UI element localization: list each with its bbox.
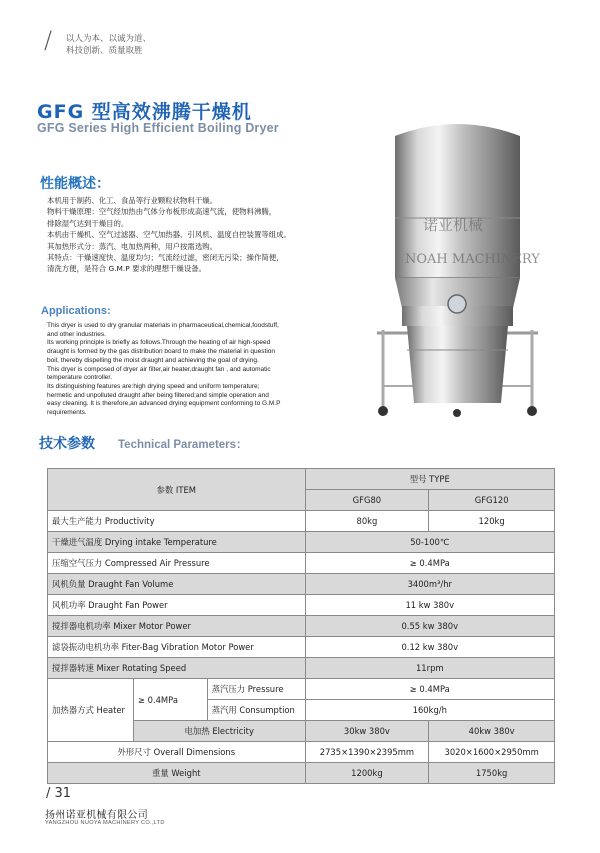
- row-value: 0.55 kw 380v: [305, 616, 554, 637]
- row-value: 30kw 380v: [305, 721, 429, 742]
- row-value: 2735×1390×2395mm: [305, 742, 429, 763]
- row-label: 滤袋振动电机功率 Fiter-Bag Vibration Motor Power: [48, 637, 306, 658]
- row-value: 120kg: [429, 511, 555, 532]
- row-value: ≥ 0.4MPa: [305, 553, 554, 574]
- table-row: [48, 574, 555, 595]
- row-value: 3020×1600×2950mm: [429, 742, 555, 763]
- row-label: 干燥进气温度 Drying intake Temperature: [48, 532, 306, 553]
- slogan-line-2: 科技创新、质量取胜: [66, 46, 143, 56]
- overview-line: 排除湿气达到干燥目的。: [47, 218, 129, 228]
- table-row: [48, 511, 555, 532]
- tech-heading-cn: 技术参数: [39, 436, 95, 452]
- row-value: 80kg: [305, 511, 429, 532]
- applications-line: hermetic and unpolluted draught after being filtered;and simple operation and: [47, 391, 269, 399]
- overview-line: 其加热形式分：蒸汽、电加热两种，用户按需选购。: [47, 241, 217, 251]
- row-label: 搅拌器电机功率 Mixer Motor Power: [48, 616, 306, 637]
- applications-line: and other industries.: [47, 330, 106, 338]
- product-title-cn: GFG 型高效沸腾干燥机: [37, 101, 252, 123]
- overview-line: 物料干燥原理：空气经加热由气体分布板形成高速气流，使物料沸腾，: [47, 207, 277, 217]
- dryer-machine-image: [365, 118, 550, 420]
- parameters-table: [47, 468, 555, 784]
- row-label: 风机负量 Draught Fan Volume: [48, 574, 306, 595]
- model-cell: GFG80: [305, 490, 429, 511]
- image-watermark-en: NOAH MACHINERY: [405, 252, 540, 267]
- row-label: 外形尺寸 Overall Dimensions: [48, 742, 306, 763]
- applications-line: temperature controller.: [47, 374, 113, 382]
- row-value: 0.12 kw 380v: [305, 637, 554, 658]
- applications-heading: Applications:: [41, 305, 111, 317]
- row-label: 风机功率 Draught Fan Power: [48, 595, 306, 616]
- applications-body: [47, 322, 355, 418]
- overview-line: 清洗方便，是符合 G.M.P 要求的理想干燥设备。: [47, 264, 206, 274]
- steam-pressure-value: ≥ 0.4MPa: [305, 679, 554, 700]
- table-row: [48, 742, 555, 763]
- row-value: 50-100℃: [305, 532, 554, 553]
- overview-line: 其特点：干燥速度快、温度均匀；气流经过滤，密闭无污染；操作简便，: [47, 253, 284, 263]
- tech-heading-en: Technical Parameters：: [118, 439, 248, 451]
- overview-body: [47, 195, 367, 275]
- row-value: 40kw 380v: [429, 721, 555, 742]
- page-number: / 31: [46, 786, 72, 801]
- company-name-en: YANGZHOU NUOYA MACHINERY CO.,LTD: [45, 820, 165, 826]
- row-value: 3400m³/hr: [305, 574, 554, 595]
- applications-line: easy cleaning. It is therefore,an advanced drying equipment conforming to G.M.P: [47, 400, 281, 408]
- table-row: [48, 553, 555, 574]
- row-value: 1200kg: [305, 763, 429, 784]
- header-slash: /: [44, 26, 53, 54]
- applications-line: draught is formed by the gas distribution board to make the material in question: [47, 348, 275, 356]
- row-value: 11 kw 380v: [305, 595, 554, 616]
- table-row: [48, 616, 555, 637]
- model-cell: GFG120: [429, 490, 555, 511]
- header-slogan: [66, 33, 151, 57]
- table-row: [48, 658, 555, 679]
- table-row: [48, 679, 555, 700]
- heater-steam-condition: ≥ 0.4MPa: [133, 679, 207, 721]
- table-row: [48, 532, 555, 553]
- slogan-line-1: 以人为本、以诚为道、: [66, 34, 152, 44]
- table-header-row: [48, 469, 555, 490]
- table-row: [48, 595, 555, 616]
- steam-pressure-label: 蒸汽压力 Pressure: [207, 679, 305, 700]
- overview-heading: 性能概述：: [40, 176, 110, 192]
- applications-line: This dryer is composed of dryer air filter,air heater,draught fan , and automatic: [47, 365, 271, 373]
- row-label: 搅拌器转速 Mixer Rotating Speed: [48, 658, 306, 679]
- applications-line: Its distinguishing features are:high drying speed and uniform temperature;: [47, 382, 260, 390]
- image-watermark-cn: 诺亚机械: [423, 216, 484, 234]
- applications-line: This dryer is used to dry granular materials in pharmaceutical,chemical,foodstuff,: [47, 322, 279, 329]
- applications-line: requirements.: [47, 409, 87, 417]
- applications-line: Its working principle is briefly as follows.Through the heating of air high-speed: [47, 339, 271, 347]
- row-value: 1750kg: [429, 763, 555, 784]
- product-title-en: GFG Series High Efficient Boiling Dryer: [37, 121, 279, 135]
- table-row: [48, 763, 555, 784]
- company-name-cn: 扬州诺亚机械有限公司: [45, 810, 148, 821]
- table-row: [48, 637, 555, 658]
- applications-line: boil, thereby dispelling the moist draught and achieving the goal of drying.: [47, 356, 259, 364]
- steam-consumption-value: 160kg/h: [305, 700, 554, 721]
- heater-label: 加热器方式 Heater: [48, 679, 134, 742]
- row-label: 压缩空气压力 Compressed Air Pressure: [48, 553, 306, 574]
- overview-line: 本机由干燥机、空气过滤器、空气加热器、引风机、温度自控装置等组成。: [47, 230, 291, 240]
- row-label: 最大生产能力 Productivity: [48, 511, 306, 532]
- row-value: 11rpm: [305, 658, 554, 679]
- row-label: 重量 Weight: [48, 763, 306, 784]
- param-header-cell: 参数 ITEM: [48, 469, 306, 511]
- electricity-label: 电加热 Electricity: [133, 721, 305, 742]
- steam-consumption-label: 蒸汽用 Consumption: [207, 700, 305, 721]
- model-header-cell: 型号 TYPE: [305, 469, 554, 490]
- overview-line: 本机用于制药、化工、食品等行业颗粒状物料干燥。: [47, 196, 217, 205]
